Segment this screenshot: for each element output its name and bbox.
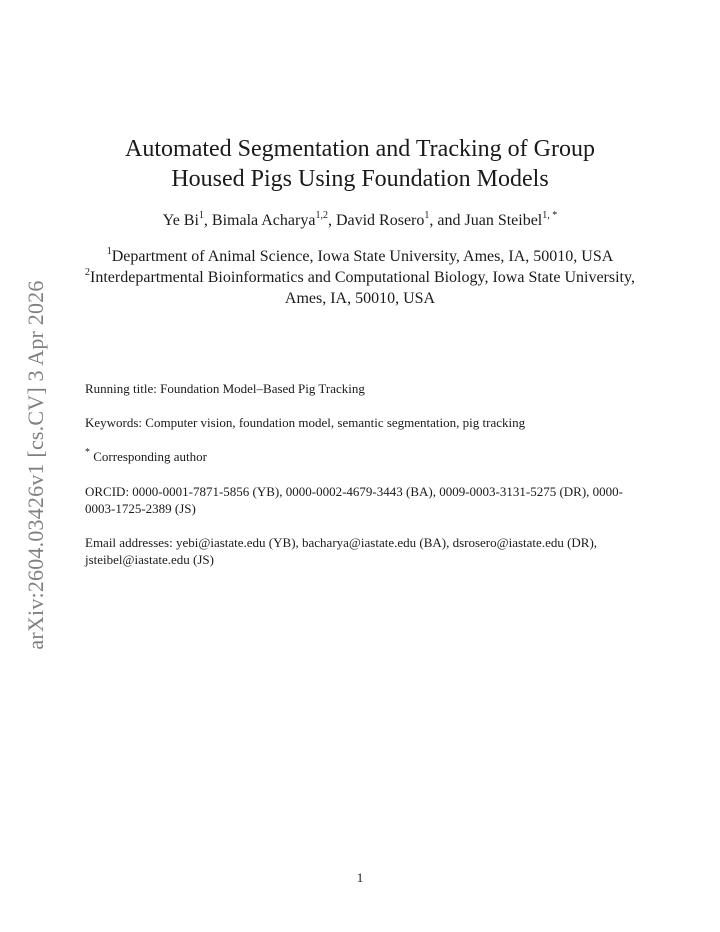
arxiv-identifier-stamp: arXiv:2604.03426v1 [cs.CV] 3 Apr 2026 [23,280,48,650]
running-title: Running title: Foundation Model–Based Pig Tracking [85,381,365,396]
keywords: Keywords: Computer vision, foundation model, semantic segmentation, pig tracking [85,415,526,430]
author-affiliation-marker: 1,2 [315,209,328,221]
page-number: 1 [356,870,364,885]
affiliation-list [80,246,640,309]
author-separator: , [203,212,212,229]
affiliation-marker: 2 [85,266,91,278]
title-line-2: Housed Pigs Using Foundation Models [171,166,549,192]
affiliation-marker: 1 [106,245,112,257]
author-name: Ye Bi [162,212,199,229]
corresponding-author-note [85,448,645,465]
author-name: Bimala Acharya [211,212,316,229]
author-affiliation-marker: 1, * [542,209,558,221]
email-addresses: Email addresses: yebi@iastate.edu (YB), bacharya@iastate.edu (BA), dsrosero@iastate.edu (DR), jsteibel@iastate.edu (JS) [85,535,598,567]
title-line-1: Automated Segmentation and Tracking of Group [125,136,595,162]
author-affiliation-marker: 1 [424,209,430,221]
corresponding-text: Corresponding author [93,449,207,464]
corresponding-marker: * [85,446,90,458]
author-affiliation-marker: 1 [198,209,204,221]
affiliation-text: Interdepartmental Bioinformatics and Computational Biology, Iowa State University, Ames, IA, 50010, USA [90,269,635,307]
author-list [0,211,720,231]
orcid-list: ORCID: 0000-0001-7871-5856 (YB), 0000-0002-4679-3443 (BA), 0009-0003-3131-5275 (DR), 0000-0003-1725-2389 (JS) [85,484,624,516]
author-name: Juan Steibel [464,212,543,229]
affiliation-item [80,246,640,267]
author-separator: , and [429,212,465,229]
affiliation-item [80,267,640,309]
affiliation-text: Department of Animal Science, Iowa State University, Ames, IA, 50010, USA [111,248,614,265]
author-separator: , [327,212,336,229]
author-name: David Rosero [335,212,425,229]
paper-title [0,134,720,194]
